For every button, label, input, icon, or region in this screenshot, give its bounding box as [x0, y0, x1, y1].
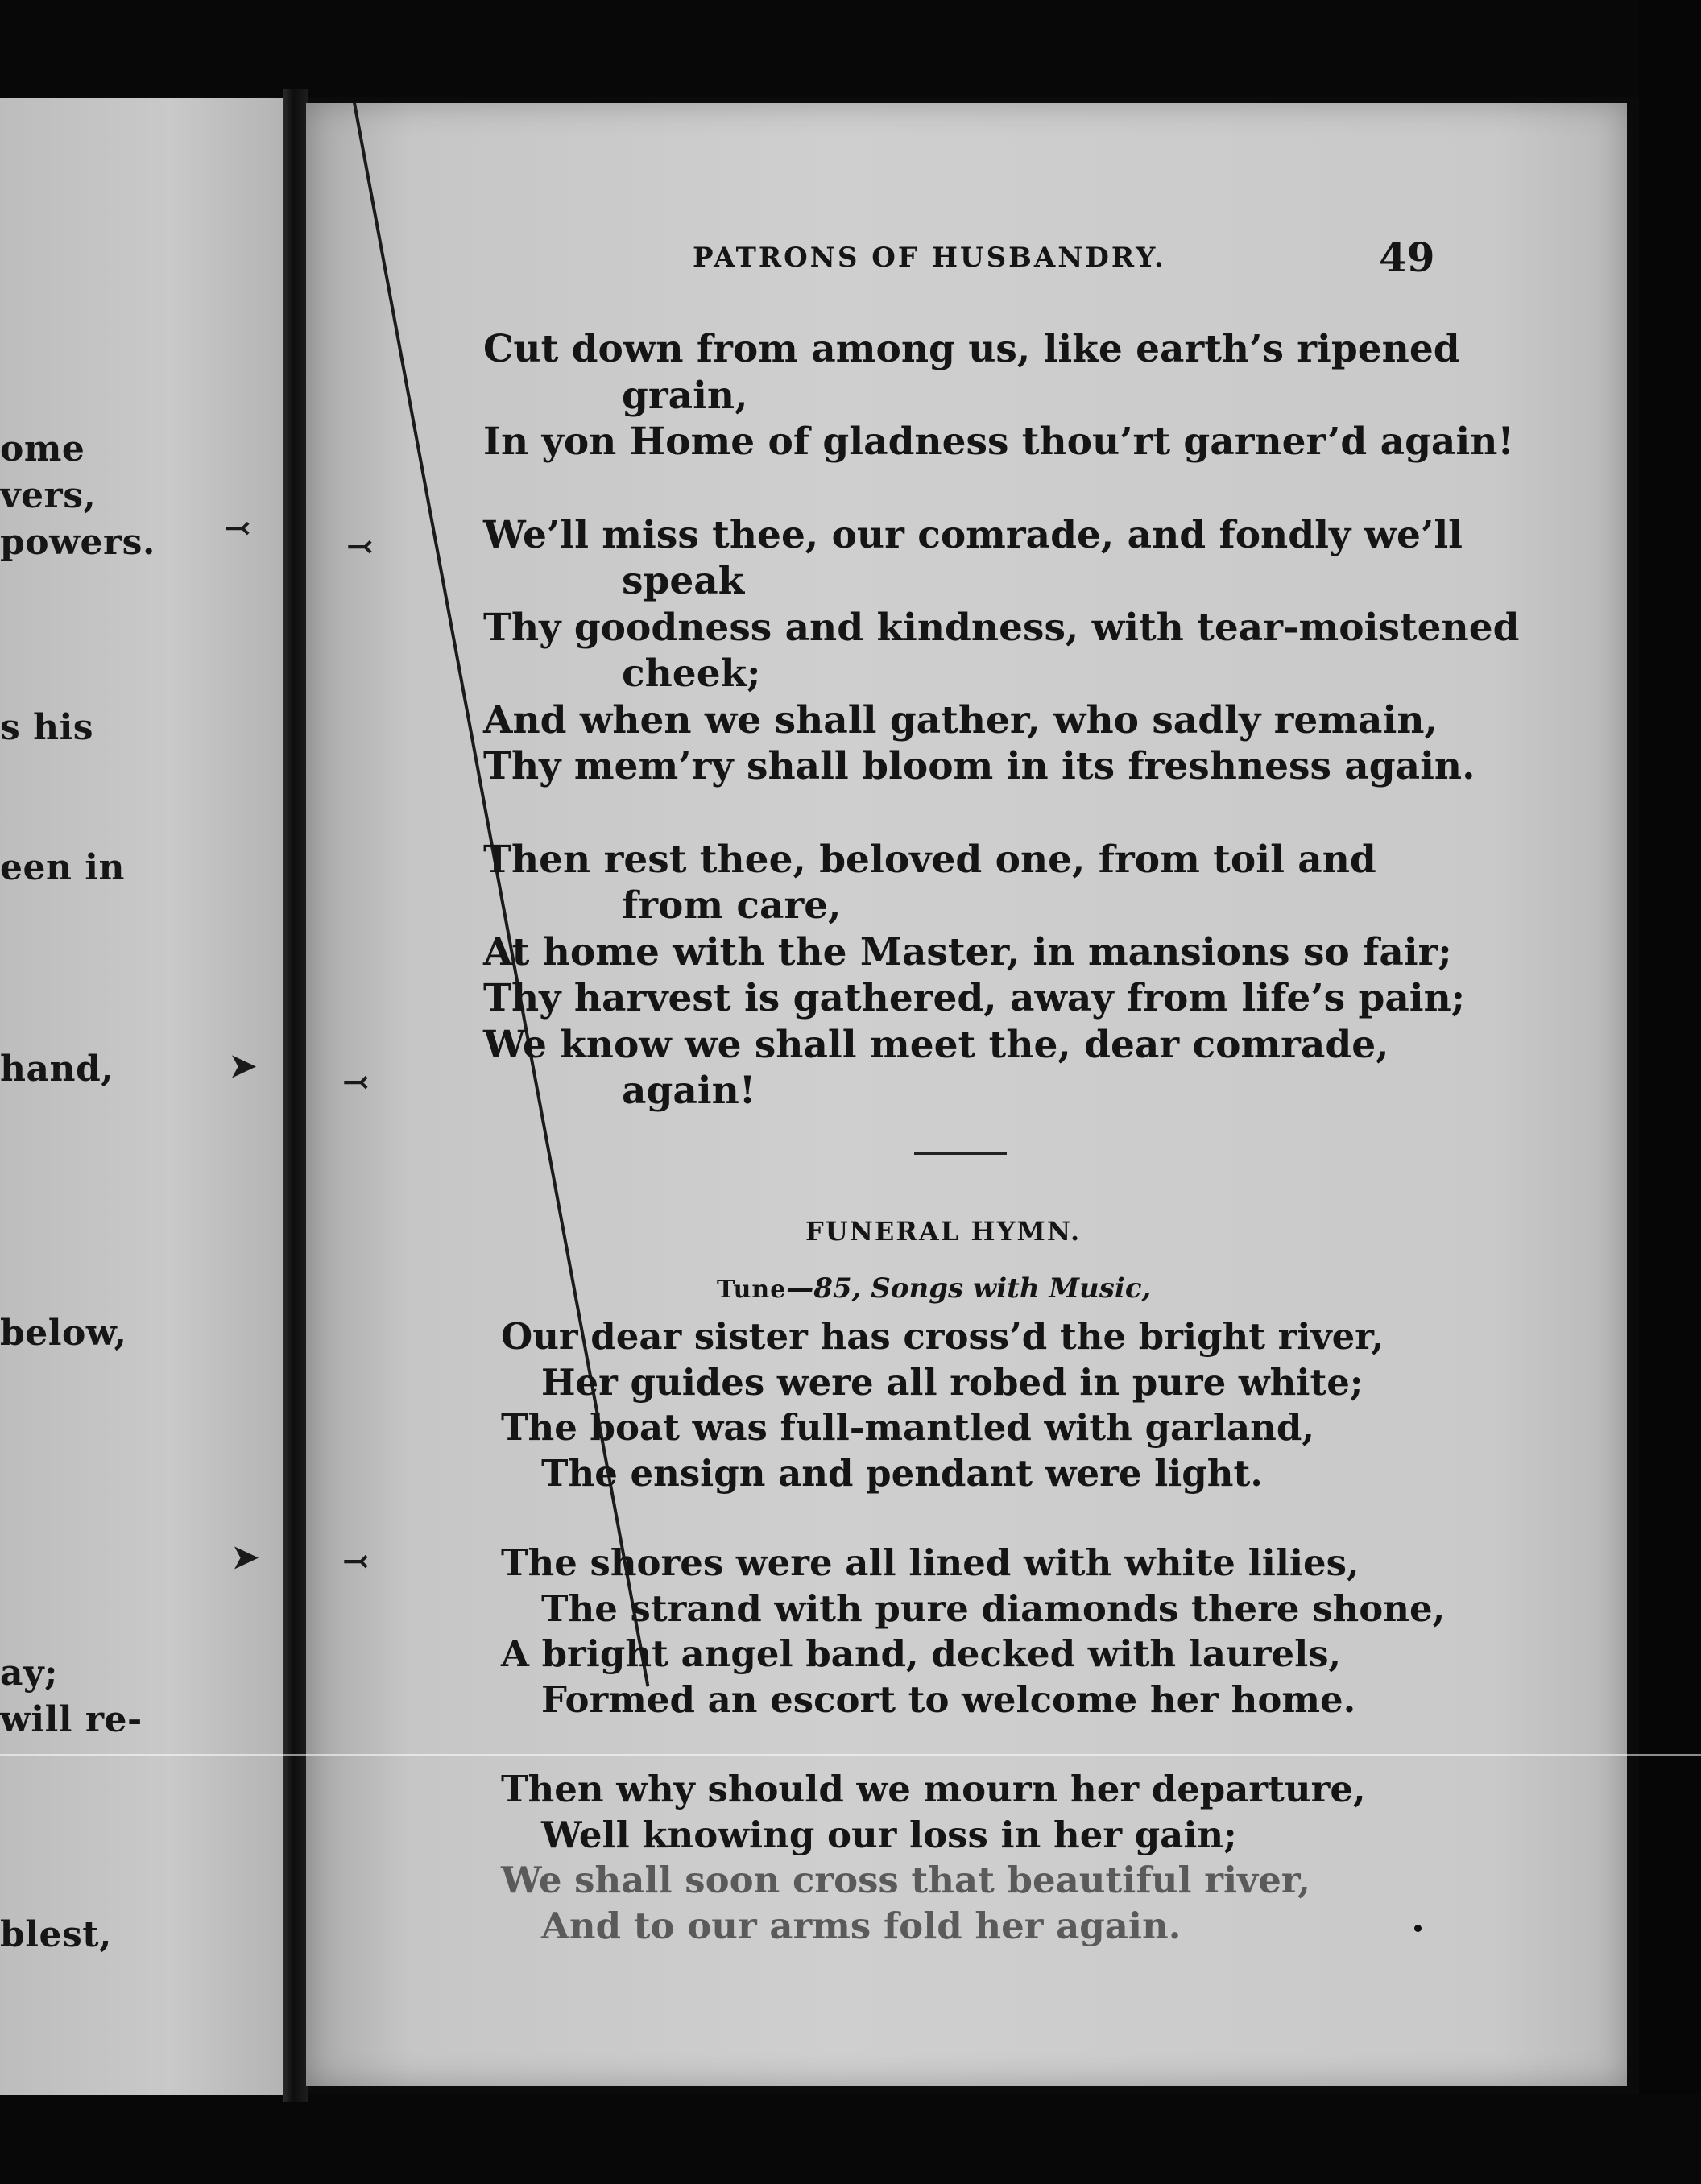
- hymn-line: Formed an escort to welcome her home.: [541, 1677, 1356, 1721]
- poem-line: At home with the Master, in mansions so fair;: [483, 929, 1452, 974]
- page-number: 49: [1379, 234, 1435, 281]
- tune-label: Tune: [717, 1276, 787, 1304]
- poem-stanza: [483, 326, 1515, 465]
- scan-artifact-line: [0, 1754, 1701, 1756]
- scan-border-top: [0, 0, 1701, 97]
- poem-line: In yon Home of gladness thou’rt garner’d again!: [483, 420, 1515, 464]
- left-page-fragment: below,: [0, 1313, 127, 1354]
- ink-speck: [1414, 1925, 1422, 1932]
- hymn-line: The strand with pure diamonds there shone,: [541, 1586, 1446, 1630]
- poem-body: [483, 326, 1520, 1115]
- binding-mark: ⤙: [342, 1063, 370, 1101]
- hymn-line: The boat was full-mantled with garland,: [501, 1406, 1314, 1449]
- left-page-fragment: een in: [0, 847, 126, 888]
- poem-stanza: [483, 837, 1474, 1115]
- hymn-line: Well knowing our loss in her gain;: [541, 1813, 1237, 1856]
- scan-border-bottom: [0, 2094, 1701, 2184]
- hymn-line: Our dear sister has cross’d the bright river,: [501, 1315, 1384, 1358]
- poem-stanza: [483, 512, 1520, 790]
- poem-line: Thy goodness and kindness, with tear-moistened: [483, 605, 1520, 650]
- left-page: [0, 98, 284, 2095]
- hymn-line: The ensign and pendant were light.: [541, 1451, 1263, 1495]
- left-page-fragment: ome: [0, 428, 85, 469]
- scan-border-right: [1639, 0, 1701, 2184]
- poem-line: grain,: [622, 373, 748, 418]
- poem-line: We know we shall meet the, dear comrade,: [483, 1022, 1389, 1067]
- tune-reference: —85, Songs with Music,: [786, 1272, 1152, 1305]
- hymn-title: FUNERAL HYMN.: [805, 1216, 1082, 1247]
- left-page-fragment: hand,: [0, 1049, 114, 1090]
- hymn-body: [501, 1314, 1467, 1949]
- binding-mark: ➤: [230, 1047, 257, 1085]
- left-page-fragment: blest,: [0, 1914, 112, 1955]
- hymn-line: A bright angel band, decked with laurels,: [501, 1632, 1342, 1675]
- hymn-stanza: [501, 1541, 1467, 1723]
- hymn-line: We shall soon cross that beautiful river,: [501, 1859, 1310, 1901]
- binding-mark: ➤: [232, 1538, 259, 1576]
- book-gutter: [284, 89, 308, 2102]
- left-page-fragment: will re-: [0, 1699, 143, 1740]
- hymn-stanza: [501, 1767, 1467, 1949]
- running-title: PATRONS OF HUSBANDRY.: [693, 242, 1166, 274]
- binding-mark: ⤙: [342, 1542, 370, 1580]
- hymn-line: Her guides were all robed in pure white;: [541, 1360, 1364, 1404]
- poem-line: Cut down from among us, like earth’s ripened: [483, 327, 1460, 371]
- hymn-line: The shores were all lined with white lilies,: [501, 1541, 1360, 1584]
- left-page-fragment: s his: [0, 707, 94, 748]
- poem-line: again!: [622, 1069, 756, 1113]
- left-page-fragment: powers.: [0, 522, 155, 563]
- binding-mark: ⤙: [346, 527, 374, 565]
- poem-line: We’ll miss thee, our comrade, and fondly we’ll: [483, 512, 1463, 557]
- poem-line: Thy mem’ry shall bloom in its freshness again.: [483, 744, 1475, 788]
- poem-line: cheek;: [622, 651, 761, 696]
- poem-line: Thy harvest is gathered, away from life’s pain;: [483, 976, 1466, 1020]
- hymn-stanza: [501, 1314, 1467, 1496]
- hymn-line: And to our arms fold her again.: [541, 1904, 1182, 1947]
- poem-line: from care,: [622, 883, 842, 928]
- hymn-line: Then why should we mourn her departure,: [501, 1768, 1366, 1810]
- left-page-fragment: ay;: [0, 1652, 58, 1694]
- left-page-fragment: vers,: [0, 475, 97, 516]
- poem-line: speak: [622, 559, 745, 603]
- poem-line: And when we shall gather, who sadly remain,: [483, 697, 1438, 742]
- hymn-tune: [717, 1272, 1151, 1305]
- poem-line: Then rest thee, beloved one, from toil and: [483, 837, 1376, 882]
- section-divider: [914, 1152, 1007, 1155]
- binding-mark: ⤙: [224, 509, 251, 547]
